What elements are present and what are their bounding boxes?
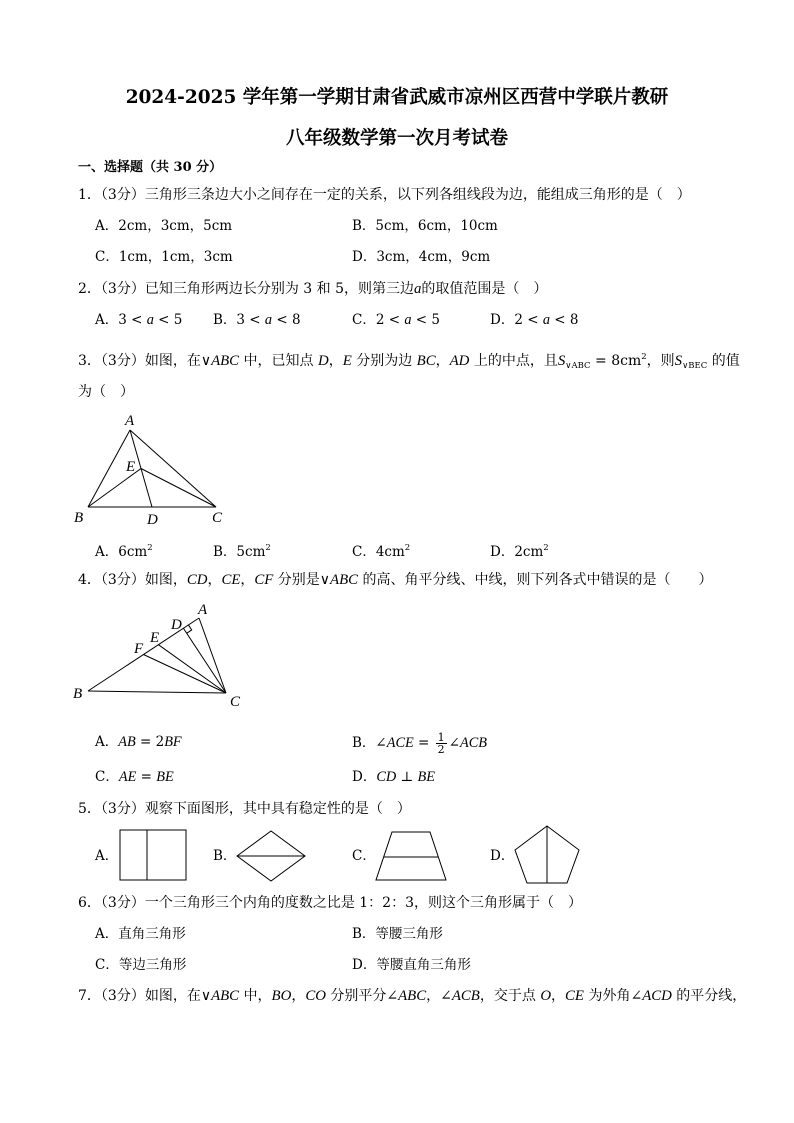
text-run: 上的中点，且 [469,353,558,369]
option-b [352,732,487,755]
math-variable: BC [416,353,436,369]
text-run: D．2 < [490,312,543,328]
section-title: 一、选择题（共 30 分） [78,160,223,175]
math-variable: BE [156,769,174,785]
math-variable: ACD [642,988,672,1004]
math-variable: E [342,353,352,369]
option-d: D．3cm，4cm，9cm [352,249,491,265]
question-stem: 1．（3分）三角形三条边大小之间存在一定的关系，以下列各组线段为边，能组成三角形的是（ ） [78,187,691,203]
math-variable: a [413,281,422,297]
text-run: ， [240,572,255,588]
math-variable: a [542,312,550,328]
text-run: A．3 < [95,312,147,328]
pentagon-figure [513,824,581,885]
option-a: A．直角三角形 [95,926,186,942]
text-run: 为外角∠ [584,988,643,1004]
text-run: ， [291,988,306,1004]
math-variable: a [264,312,273,328]
text-run: ，则 [646,353,675,369]
math-variable: a [146,312,154,328]
option-c: C．1cm，1cm，3cm [95,249,233,265]
option-b: B．5cm，6cm，10cm [352,218,498,234]
exam-title-line2: 八年级数学第一次月考试卷 [285,128,508,149]
text-run: 的平分线， [671,988,747,1004]
text-run: ， [551,988,566,1004]
math-variable: a [404,312,412,328]
text-run: 3．（3分）如图，在∨ [78,353,212,369]
option-b [213,538,271,562]
option-d: D．等腰直角三角形 [352,957,471,973]
text-run: B．5cm [213,544,266,560]
math-variable: AB [118,734,136,750]
vertex-label-c: C [212,510,223,526]
option-a: A．2cm，3cm，5cm [95,218,233,234]
option-d-label: D． [490,848,515,864]
triangle-figure-q3 [70,412,235,528]
right-angle-mark [187,625,192,633]
vertex-label-a: A [198,602,208,618]
segment-ec [141,469,216,508]
option-d [352,767,435,787]
text-run: 4．（3分）如图， [78,572,187,588]
text-run: D．2cm [490,544,544,560]
text-run: ， [207,572,222,588]
question-stem-line1 [78,347,740,376]
vertex-label-b: B [73,686,83,702]
math-variable: BF [164,734,182,750]
math-variable: CE [221,572,241,588]
point-label-e: E [150,630,160,646]
option-a [95,538,153,562]
triangle-figure-q4 [70,598,248,713]
vertex-label-b: B [74,510,84,526]
option-a [95,310,182,330]
option-b: B．等腰三角形 [352,926,443,942]
text-run: = [413,735,434,751]
text-run: < 5 [411,312,440,328]
math-variable: BE [417,769,435,785]
fraction [436,732,447,755]
question-stem [78,570,713,590]
point-label-f: F [134,641,144,657]
math-variable: ACB [459,735,487,751]
question-stem-line2: 为（ ） [78,384,134,400]
text-run: B．∠ [352,735,387,751]
superscript: 2 [147,543,153,553]
exam-title-line1: 2024-2025 学年第一学期甘肃省武威市凉州区西营中学联片教研 [125,87,669,108]
subscript: ∨BEC [682,361,708,371]
text-run: 分别为边 [351,353,417,369]
subscript: ∨ABC [565,361,591,371]
math-variable: ACE [386,735,414,751]
math-variable: CD [186,572,208,588]
angle-bisector-ce [158,645,226,693]
vertex-label-a: A [125,413,135,429]
option-a [95,732,182,752]
math-variable: ABC [398,988,427,1004]
point-label-d: D [171,617,182,633]
rectangle-figure [119,829,188,882]
text-run: C． [95,769,119,785]
trapezoid-outline [376,832,446,880]
segment-bc [88,691,226,693]
text-run: < 5 [153,312,183,328]
superscript: 2 [265,543,271,553]
option-d [490,310,578,330]
text-run: B．3 < [213,312,265,328]
math-variable: S [557,353,566,369]
superscript: 2 [641,352,647,362]
question-stem [78,986,746,1006]
option-a-label: A． [95,848,119,864]
superscript: 2 [543,543,549,553]
option-c [352,538,410,562]
text-run: 2．（3分）已知三角形两边长分别为 3 和 5，则第三边 [78,281,414,297]
question-stem [78,279,547,299]
fraction-denominator: 2 [437,743,445,756]
vertex-label-c: C [230,694,241,710]
text-run: ， [435,353,450,369]
text-run: ， [328,353,343,369]
text-run: A． [95,734,119,750]
option-c-label: C． [352,848,376,864]
option-c [95,767,174,787]
point-label-d: D [147,512,158,528]
math-variable: CO [305,988,326,1004]
math-variable: BO [271,988,292,1004]
text-run: ⊥ [396,769,418,785]
text-run: ∠ [448,735,460,751]
text-run: 分别平分∠ [325,988,399,1004]
option-b [213,310,301,330]
math-variable: ABC [211,353,240,369]
text-run: 中， [239,988,272,1004]
segment-ab [88,430,130,507]
text-run: 的取值范围是（ ） [421,281,548,297]
text-run: 的值 [707,353,740,369]
text-run: < 8 [549,312,579,328]
text-run: = [136,769,157,785]
trapezoid-figure [375,831,448,882]
text-run: ，交于点 [479,988,541,1004]
math-variable: CF [254,572,274,588]
option-d [490,538,549,562]
option-b-label: B． [213,848,237,864]
math-variable: CD [376,769,397,785]
math-variable: D [317,353,329,369]
rectangle-outline [120,830,186,880]
text-run: C．4cm [352,544,405,560]
math-variable: O [540,988,552,1004]
math-variable: ABC [330,572,359,588]
text-run: < 8 [272,312,301,328]
text-run: A．6cm [95,544,148,560]
segment-ac [130,430,216,507]
text-run: C．2 < [352,312,405,328]
superscript: 2 [404,543,411,553]
math-variable: ACB [451,988,480,1004]
question-stem: 5．（3分）观察下面图形，其中具有稳定性的是（ ） [78,801,411,817]
math-variable: CE [565,988,584,1004]
text-run: ，∠ [426,988,452,1004]
math-variable: ABC [211,988,240,1004]
text-run: = 8cm [590,353,642,369]
point-label-e: E [126,459,136,475]
math-variable: AD [449,353,470,369]
text-run: 分别是∨ [273,572,331,588]
text-run: D． [352,769,377,785]
text-run: 7．（3分）如图，在∨ [78,988,212,1004]
option-c [352,310,440,330]
text-run: 的高、角平分线、中线，则下列各式中错误的是（ ） [358,572,713,588]
rhombus-figure [236,830,307,882]
text-run: = 2 [135,734,165,750]
option-c: C．等边三角形 [95,957,187,973]
fraction-numerator: 1 [437,731,445,744]
question-stem: 6．（3分）一个三角形三个内角的度数之比是 1：2：3，则这个三角形属于（ ） [78,895,582,911]
math-variable: AE [118,769,137,785]
text-run: 中，已知点 [239,353,318,369]
math-variable: S [674,353,683,369]
